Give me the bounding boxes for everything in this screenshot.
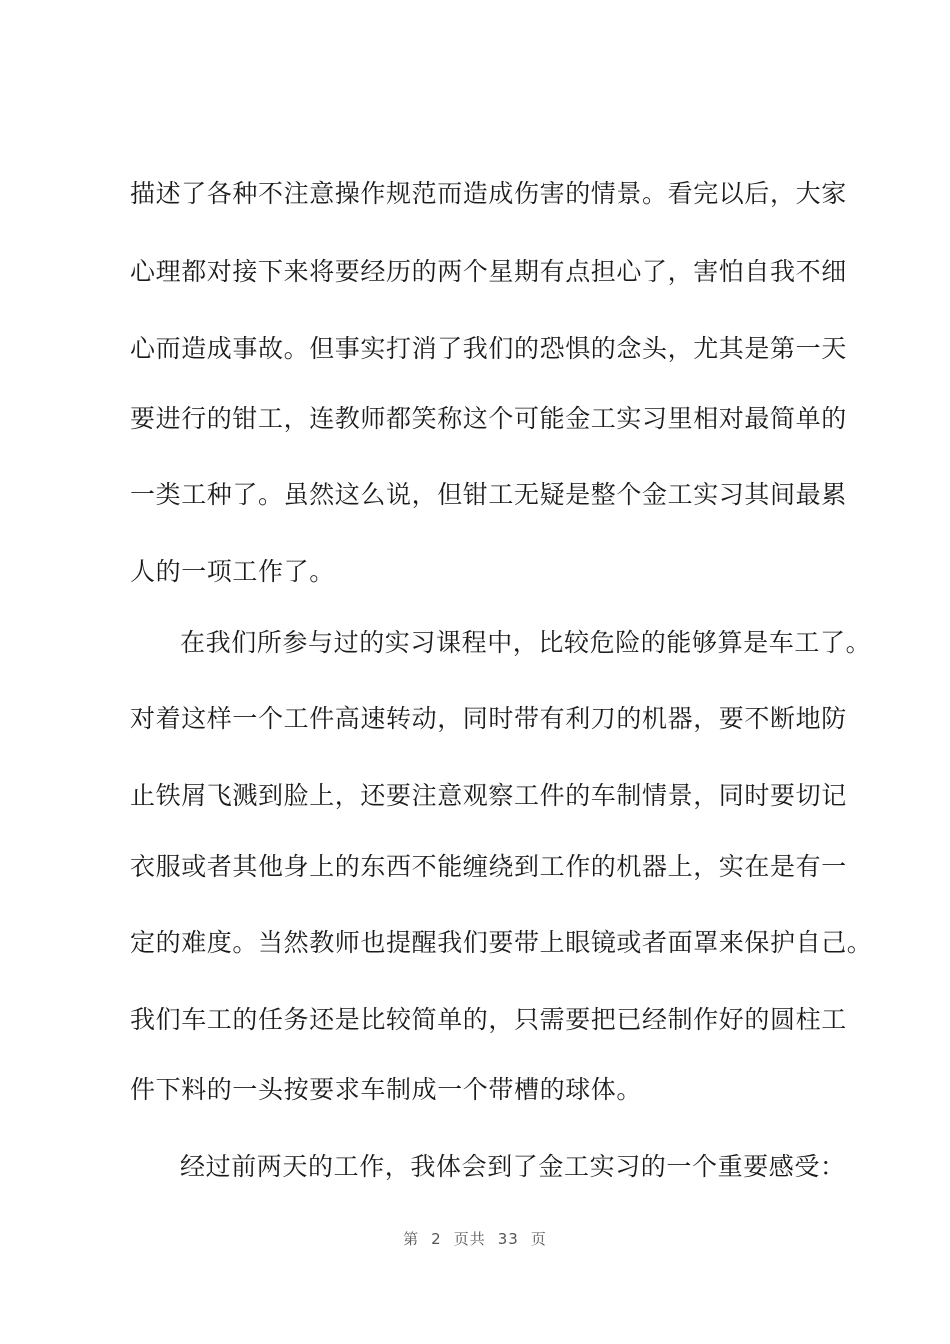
text-line-3: 心而造成事故。但事实打消了我们的恐惧的念头，尤其是第一天 <box>130 334 847 363</box>
text-line-9: 止铁屑飞溅到脸上，还要注意观察工件的车制情景，同时要切记 <box>130 781 847 810</box>
text-line-12: 我们车工的任务还是比较简单的，只需要把已经制作好的圆柱工 <box>130 1005 847 1034</box>
page-footer <box>0 1228 950 1249</box>
text-line-2: 心理都对接下来将要经历的两个星期有点担心了，害怕自我不细 <box>130 257 847 286</box>
footer-total-pages: 33 <box>497 1230 519 1248</box>
text-line-8: 对着这样一个工件高速转动，同时带有利刀的机器，要不断地防 <box>130 704 847 733</box>
text-line-6: 人的一项工作了。 <box>130 557 335 586</box>
text-line-11: 定的难度。当然教师也提醒我们要带上眼镜或者面罩来保护自己。 <box>130 928 873 957</box>
text-line-1: 描述了各种不注意操作规范而造成伤害的情景。看完以后，大家 <box>130 179 847 208</box>
paragraph-3-line-1: 经过前两天的工作，我体会到了金工实习的一个重要感受： <box>180 1152 846 1181</box>
text-line-13: 件下料的一头按要求车制成一个带槽的球体。 <box>130 1075 643 1104</box>
footer-prefix: 第 <box>403 1230 420 1248</box>
text-line-5: 一类工种了。虽然这么说，但钳工无疑是整个金工实习其间最累 <box>130 480 847 509</box>
text-line-10: 衣服或者其他身上的东西不能缠绕到工作的机器上，实在是有一 <box>130 852 847 881</box>
text-line-4: 要进行的钳工，连教师都笑称这个可能金工实习里相对最简单的 <box>130 404 847 433</box>
footer-suffix: 页 <box>530 1230 547 1248</box>
footer-current-page: 2 <box>431 1230 442 1248</box>
paragraph-2-line-1: 在我们所参与过的实习课程中，比较危险的能够算是车工了。 <box>180 628 872 657</box>
footer-middle: 页共 <box>453 1230 486 1248</box>
